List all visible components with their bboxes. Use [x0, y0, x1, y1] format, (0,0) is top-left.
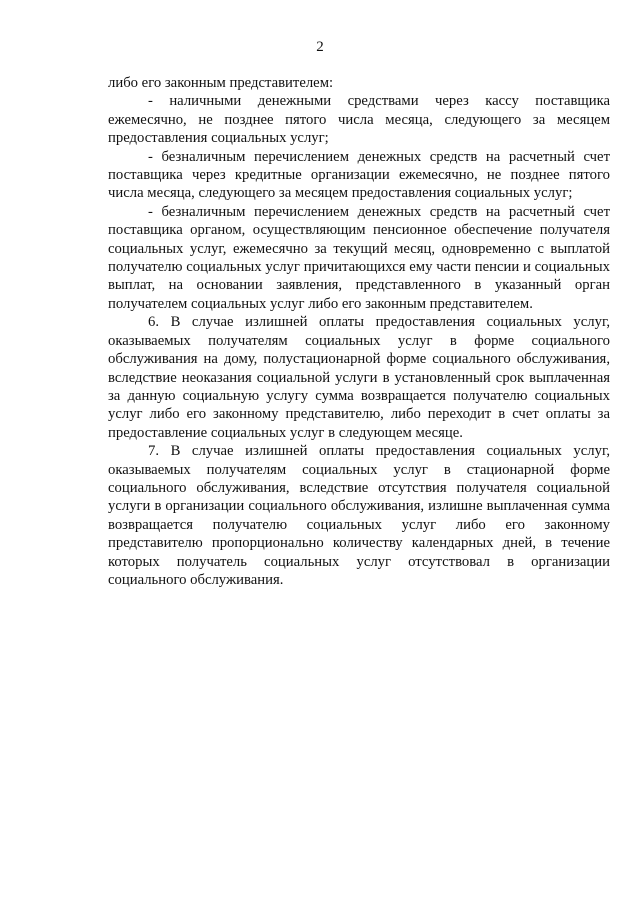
- paragraph-continuation: либо его законным представителем:: [108, 75, 334, 91]
- page-number: 2: [316, 39, 324, 55]
- paragraph-clause-7: 7. В случае излишней оплаты предоставления социальных услуг, оказываемых получателям социальных услуг в стационарной форме социального обслуживания, вследствие отсутствия получателя социальной услуги в организации социального обслуживания, излишне выплаченная сумма возвращается получателю социальных услуг либо его законному представителю пропорционально количеству календарных дней, в течение которых получатель социальных услуг отсутствовал в организации социального обслуживания.: [108, 443, 610, 588]
- document-body: [108, 74, 610, 589]
- paragraph-clause-6: 6. В случае излишней оплаты предоставления социальных услуг, оказываемых получателям социальных услуг в форме социального обслуживания на дому, полустационарной форме социального обслуживания, вследствие неоказания социальной услуги в установленный срок выплаченная за данную социальную услугу сумма возвращается получателю социальных услуг либо его законному представителю, либо переходит в счет оплаты за предоставление социальных услуг в следующем месяце.: [108, 314, 610, 441]
- paragraph-bank-transfer: - безналичным перечислением денежных средств на расчетный счет поставщика через кредитные организации ежемесячно, не позднее пятого числа месяца, следующего за месяцем предоставления социальных услуг;: [108, 148, 610, 202]
- paragraph-pension-transfer: - безналичным перечислением денежных средств на расчетный счет поставщика органом, осуществляющим пенсионное обеспечение получателя социальных услуг, ежемесячно за текущий месяц, одновременно с выплатой получателю социальных услуг причитающихся ему части пенсии и социальных выплат, на основании заявления, представленного в указанный орган получателем социальных услуг либо его законным представителем.: [108, 203, 610, 312]
- paragraph-cash-payment: - наличными денежными средствами через кассу поставщика ежемесячно, не позднее пятого числа месяца, следующего за месяцем предоставления социальных услуг;: [108, 93, 610, 147]
